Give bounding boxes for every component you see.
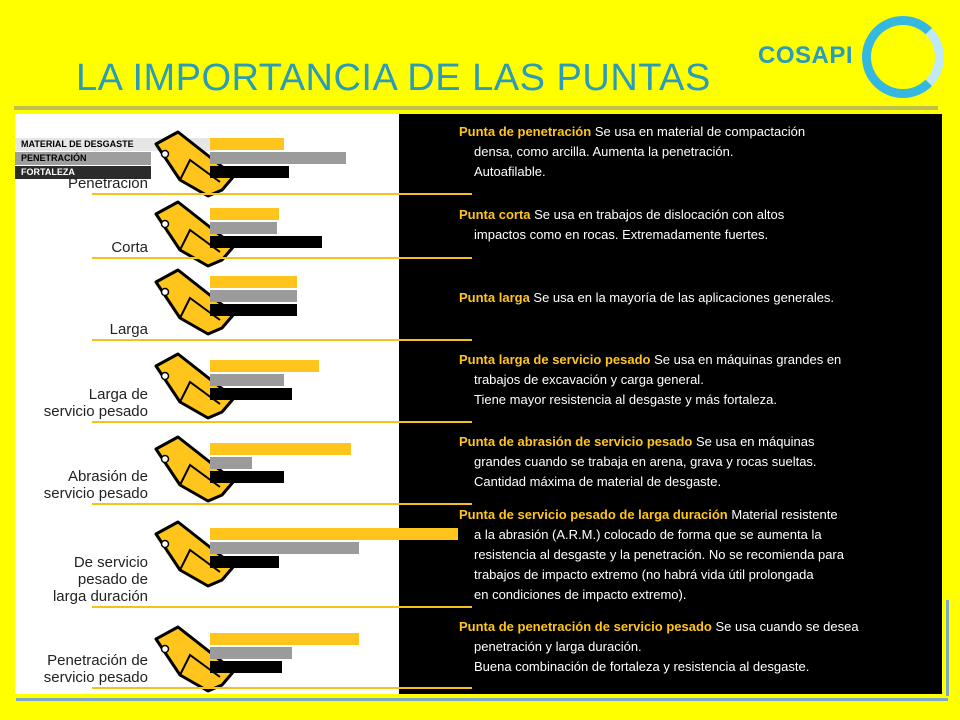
tooth-description bbox=[459, 505, 929, 605]
description-text: Se usa en trabajos de dislocación con altos bbox=[534, 207, 785, 222]
page-title: LA IMPORTANCIA DE LAS PUNTAS bbox=[76, 57, 711, 99]
label-line: Penetración de bbox=[47, 652, 148, 669]
description-heading: Punta de penetración de servicio pesado bbox=[459, 619, 712, 634]
description-text: Se usa en material de compactación bbox=[594, 124, 806, 139]
description-text: Se usa en máquinas bbox=[695, 434, 815, 449]
frame-border-right bbox=[946, 600, 949, 696]
tooth-type-label bbox=[0, 468, 148, 502]
label-line: Abrasión de bbox=[67, 468, 148, 485]
description-text: Se usa cuando se desea bbox=[715, 619, 859, 634]
description-heading: Punta corta bbox=[459, 207, 531, 222]
title-divider bbox=[14, 106, 938, 110]
description-first-line bbox=[459, 350, 929, 370]
description-text: impactos como en rocas. Extremadamente fuertes. bbox=[474, 227, 769, 242]
row-divider bbox=[92, 193, 472, 195]
description-text: Se usa en la mayoría de las aplicaciones generales. bbox=[533, 290, 835, 305]
tooth-description bbox=[459, 432, 929, 492]
label-line: servicio pesado bbox=[43, 403, 148, 420]
row-divider bbox=[92, 687, 472, 689]
description-first-line bbox=[459, 288, 929, 308]
strength-bar bbox=[210, 388, 292, 400]
description-text: a la abrasión (A.R.M.) colocado de forma que se aumenta la bbox=[474, 527, 822, 542]
label-line: Larga de bbox=[88, 386, 148, 403]
row-divider bbox=[92, 339, 472, 341]
description-text: trabajos de impacto extremo (no habrá vida útil prolongada bbox=[474, 567, 814, 582]
description-first-line bbox=[459, 505, 929, 525]
penetration-bar bbox=[210, 374, 284, 386]
description-heading: Punta de abrasión de servicio pesado bbox=[459, 434, 693, 449]
description-text: densa, como arcilla. Aumenta la penetración. bbox=[474, 144, 734, 159]
brand-name: COSAPI bbox=[758, 42, 854, 69]
penetration-bar bbox=[210, 647, 292, 659]
tooth-type-label bbox=[0, 239, 148, 256]
description-heading: Punta de penetración bbox=[459, 124, 592, 139]
tooth-type-label bbox=[0, 321, 148, 338]
description-text: en condiciones de impacto extremo). bbox=[474, 587, 687, 602]
description-heading: Punta larga de servicio pesado bbox=[459, 352, 651, 367]
description-text: Material resistente bbox=[731, 507, 838, 522]
label-line: Penetración bbox=[67, 175, 148, 192]
strength-bar bbox=[210, 236, 322, 248]
wear-material-bar bbox=[210, 360, 319, 372]
label-line: servicio pesado bbox=[43, 669, 148, 686]
row-divider bbox=[92, 421, 472, 423]
description-first-line bbox=[459, 205, 929, 225]
strength-bar bbox=[210, 556, 279, 568]
legend-wear-material: MATERIAL DE DESGASTE bbox=[15, 138, 215, 151]
tooth-description bbox=[459, 350, 929, 410]
label-line: pesado de bbox=[77, 571, 148, 588]
label-line: larga duración bbox=[52, 588, 148, 605]
description-text: grandes cuando se trabaja en arena, grava y rocas sueltas. bbox=[474, 454, 817, 469]
strength-bar bbox=[210, 661, 282, 673]
wear-material-bar bbox=[210, 528, 458, 540]
wear-material-bar bbox=[210, 138, 284, 150]
penetration-bar bbox=[210, 152, 346, 164]
label-line: De servicio bbox=[73, 554, 148, 571]
label-line: Corta bbox=[111, 239, 148, 256]
description-first-line bbox=[459, 617, 929, 637]
description-text: Cantidad máxima de material de desgaste. bbox=[474, 474, 722, 489]
label-line: servicio pesado bbox=[43, 485, 148, 502]
strength-bar bbox=[210, 471, 284, 483]
wear-material-bar bbox=[210, 208, 279, 220]
description-heading: Punta de servicio pesado de larga duración bbox=[459, 507, 728, 522]
logo-ring-icon bbox=[862, 16, 944, 98]
wear-material-bar bbox=[210, 276, 297, 288]
penetration-bar bbox=[210, 290, 297, 302]
tooth-description bbox=[459, 617, 929, 677]
strength-bar bbox=[210, 304, 297, 316]
description-first-line bbox=[459, 122, 929, 142]
description-text: penetración y larga duración. bbox=[474, 639, 642, 654]
tooth-description bbox=[459, 122, 929, 182]
wear-material-bar bbox=[210, 633, 359, 645]
description-text: resistencia al desgaste y la penetración. No se recomienda para bbox=[474, 547, 844, 562]
wear-material-bar bbox=[210, 443, 351, 455]
penetration-bar bbox=[210, 542, 359, 554]
label-line: Larga bbox=[109, 321, 148, 338]
tooth-type-label bbox=[0, 386, 148, 420]
description-text: Se usa en máquinas grandes en bbox=[654, 352, 842, 367]
row-divider bbox=[92, 606, 472, 608]
description-text: Tiene mayor resistencia al desgaste y más fortaleza. bbox=[474, 392, 777, 407]
tooth-type-label bbox=[0, 175, 148, 192]
description-heading: Punta larga bbox=[459, 290, 530, 305]
tooth-description bbox=[459, 288, 929, 308]
row-divider bbox=[92, 257, 472, 259]
penetration-bar bbox=[210, 222, 277, 234]
penetration-bar bbox=[210, 457, 252, 469]
tooth-description bbox=[459, 205, 929, 245]
legend-penetration: PENETRACIÓN bbox=[15, 152, 151, 165]
description-text: Buena combinación de fortaleza y resistencia al desgaste. bbox=[474, 659, 810, 674]
row-divider bbox=[92, 503, 472, 505]
description-text: Autoafilable. bbox=[474, 164, 546, 179]
tooth-type-label bbox=[0, 652, 148, 686]
strength-bar bbox=[210, 166, 289, 178]
tooth-type-label bbox=[0, 554, 148, 605]
description-first-line bbox=[459, 432, 929, 452]
description-text: trabajos de excavación y carga general. bbox=[474, 372, 704, 387]
legend-strength: FORTALEZA bbox=[15, 166, 151, 179]
